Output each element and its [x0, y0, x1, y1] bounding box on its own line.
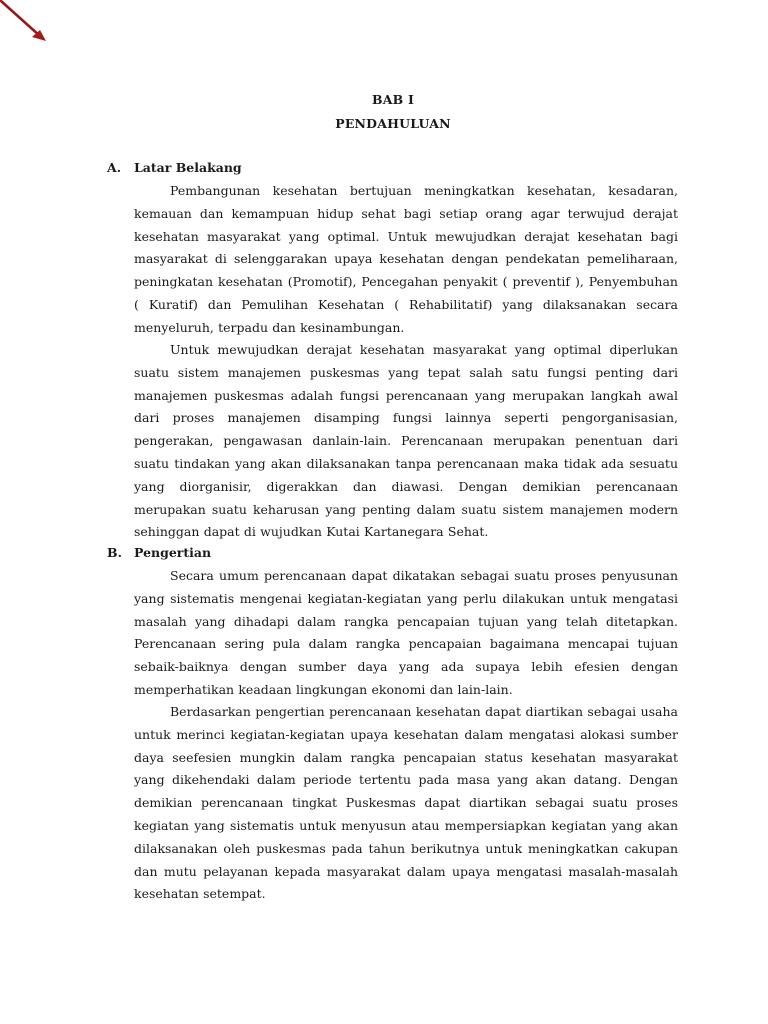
section-title: Pengertian — [134, 545, 212, 560]
paragraph-pengertian-2: Berdasarkan pengertian perencanaan kesehatan dapat diartikan sebagai usaha untuk merinci kegiatan-kegiatan upaya kesehatan dalam mengatasi alokasi sumber daya seefesien mungkin dalam rangka pencapaian status kesehatan masyarakat yang dikehendaki dalam periode tertentu pada masa yang akan datang. Dengan demikian perencanaan tingkat Puskesmas dapat diartikan sebagai suatu proses kegiatan yang sistematis untuk menyusun atau mempersiapkan kegiatan yang akan dilaksanakan oleh puskesmas pada tahun berikutnya untuk meningkatkan cakupan dan mutu pelayanan kepada masyarakat dalam upaya mengatasi masalah-masalah kesehatan setempat. — [134, 704, 678, 902]
section-heading-latar-belakang — [107, 160, 242, 175]
paragraph-pengertian-1: Secara umum perencanaan dapat dikatakan sebagai suatu proses penyusunan yang sistematis mengenai kegiatan-kegiatan yang perlu dilakukan untuk mengatasi masalah yang dihadapi dalam rangka pencapaian tujuan yang telah ditetapkan. Perencanaan sering pula dalam rangka pencapaian bagaimana mencapai tujuan sebaik-baiknya dengan sumber daya yang ada supaya lebih efesien dengan memperhatikan keadaan lingkungan ekonomi dan lain-lain. — [134, 568, 678, 697]
chapter-number: BAB I — [371, 92, 415, 107]
section-letter: B. — [107, 545, 122, 560]
chapter-title: PENDAHULUAN — [335, 116, 451, 131]
arrow-pointer-icon — [0, 0, 52, 48]
paragraph-latar-belakang-2: Untuk mewujudkan derajat kesehatan masyarakat yang optimal diperlukan suatu sistem manajemen puskesmas yang tepat salah satu fungsi penting dari manajemen puskesmas adalah fungsi perencanaan yang merupakan langkah awal dari proses manajemen disamping fungsi lainnya seperti pengorganisasian, pengerakan, pengawasan danlain-lain. Perencanaan merupakan penentuan dari suatu tindakan yang akan dilaksanakan tanpa perencanaan maka tidak ada sesuatu yang diorganisir, digerakkan dan diawasi. Dengan demikian perencanaan merupakan suatu keharusan yang penting dalam suatu sistem manajemen modern sehinggan dapat di wujudkan Kutai Kartanegara Sehat. — [134, 342, 678, 540]
section-heading-pengertian — [107, 545, 211, 560]
section-letter: A. — [107, 160, 122, 175]
paragraph-latar-belakang-1: Pembangunan kesehatan bertujuan meningkatkan kesehatan, kesadaran, kemauan dan kemampuan hidup sehat bagi setiap orang agar terwujud derajat kesehatan masyarakat yang optimal. Untuk mewujudkan derajat kesehatan bagi masyarakat di selenggarakan upaya kesehatan dengan pendekatan pemeliharaan, peningkatan kesehatan (Promotif), Pencegahan penyakit ( preventif ), Penyembuhan ( Kuratif) dan Pemulihan Kesehatan ( Rehabilitatif) yang dilaksanakan secara menyeluruh, terpadu dan kesinambungan. — [134, 183, 678, 335]
section-title: Latar Belakang — [134, 160, 242, 175]
